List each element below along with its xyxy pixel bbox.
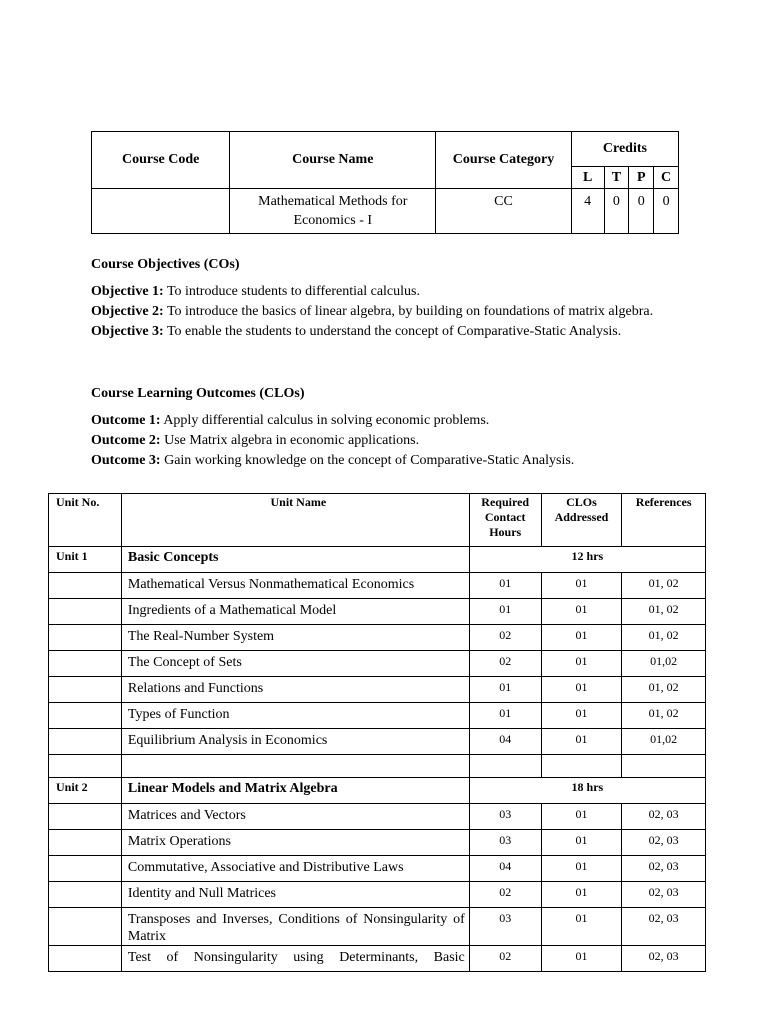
topic-hours: 01 [469, 677, 541, 703]
topic-clos: 01 [541, 625, 622, 651]
topic-refs: 01, 02 [622, 573, 706, 599]
objective-1-text: To introduce students to differential calculus. [163, 284, 420, 299]
topic-refs: 02, 03 [622, 946, 706, 972]
table-row [49, 729, 706, 755]
topic-clos: 01 [541, 856, 622, 882]
topic-clos: 01 [541, 703, 622, 729]
topic-clos: 01 [541, 651, 622, 677]
topic-hours: 01 [469, 599, 541, 625]
topic-name: Test of Nonsingularity using Determinants, Basic [121, 946, 469, 972]
topic-hours: 01 [469, 703, 541, 729]
table-row [49, 946, 706, 972]
topic-clos: 01 [541, 573, 622, 599]
topic-hours: 02 [469, 651, 541, 677]
table-row [49, 882, 706, 908]
outcome-3-label: Outcome 3: [91, 453, 161, 468]
course-category-header: Course Category [436, 132, 572, 189]
course-category-value: CC [436, 189, 572, 234]
credit-p-header: P [629, 167, 654, 189]
topic-name: Mathematical Versus Nonmathematical Economics [121, 573, 469, 599]
table-row [49, 703, 706, 729]
outcome-3-text: Gain working knowledge on the concept of Comparative-Static Analysis. [160, 453, 575, 468]
topic-refs: 02, 03 [622, 830, 706, 856]
topic-name: Ingredients of a Mathematical Model [121, 599, 469, 625]
unit-name-header: Unit Name [121, 494, 469, 547]
blank-row [49, 755, 706, 778]
unit-title: Linear Models and Matrix Algebra [121, 778, 469, 804]
topic-name: The Concept of Sets [121, 651, 469, 677]
topic-clos: 01 [541, 599, 622, 625]
course-code-header: Course Code [92, 132, 230, 189]
topic-name: Identity and Null Matrices [121, 882, 469, 908]
topic-clos: 01 [541, 908, 622, 946]
topic-refs: 01,02 [622, 651, 706, 677]
topic-name: Transposes and Inverses, Conditions of Nonsingularity of Matrix [121, 908, 469, 946]
topic-hours: 02 [469, 882, 541, 908]
topic-hours: 04 [469, 729, 541, 755]
table-row [49, 856, 706, 882]
credit-c-value: 0 [654, 189, 679, 234]
topic-clos: 01 [541, 804, 622, 830]
objective-3 [91, 322, 677, 342]
course-name-value: Mathematical Methods for Economics - I [230, 189, 436, 234]
topic-name: Types of Function [121, 703, 469, 729]
topic-name: The Real-Number System [121, 625, 469, 651]
outcomes-title: Course Learning Outcomes (CLOs) [91, 386, 305, 401]
topic-name: Matrix Operations [121, 830, 469, 856]
topic-refs: 02, 03 [622, 856, 706, 882]
unit-row [49, 778, 706, 804]
outcome-1-label: Outcome 1: [91, 413, 161, 428]
credit-l-header: L [571, 167, 604, 189]
unit-number: Unit 1 [49, 547, 122, 573]
topic-clos: 01 [541, 882, 622, 908]
unit-hours: 18 hrs [469, 778, 705, 804]
topic-refs: 01, 02 [622, 599, 706, 625]
hours-header: Required Contact Hours [469, 494, 541, 547]
objective-3-text: To enable the students to understand the concept of Comparative-Static Analysis. [163, 324, 622, 339]
credits-header: Credits [571, 132, 678, 167]
objective-1 [91, 282, 677, 302]
outcome-1 [91, 411, 677, 431]
topic-hours: 02 [469, 946, 541, 972]
objective-2-label: Objective 2: [91, 304, 164, 319]
course-code-value [92, 189, 230, 234]
objective-2 [91, 302, 677, 322]
topic-name: Relations and Functions [121, 677, 469, 703]
table-row [49, 599, 706, 625]
course-name-header: Course Name [230, 132, 436, 189]
table-row [49, 651, 706, 677]
topic-clos: 01 [541, 729, 622, 755]
topic-refs: 01,02 [622, 729, 706, 755]
outcomes-section [91, 384, 677, 471]
topic-clos: 01 [541, 946, 622, 972]
credit-t-value: 0 [604, 189, 629, 234]
topic-hours: 03 [469, 830, 541, 856]
topic-refs: 01, 02 [622, 703, 706, 729]
unit-title: Basic Concepts [121, 547, 469, 573]
clos-header: CLOs Addressed [541, 494, 622, 547]
unit-number: Unit 2 [49, 778, 122, 804]
table-row [49, 804, 706, 830]
topic-name: Matrices and Vectors [121, 804, 469, 830]
outcome-2 [91, 431, 677, 451]
objective-1-label: Objective 1: [91, 284, 164, 299]
outcome-2-text: Use Matrix algebra in economic applications. [160, 433, 420, 448]
references-header: References [622, 494, 706, 547]
topic-name: Equilibrium Analysis in Economics [121, 729, 469, 755]
table-row [49, 908, 706, 946]
topic-refs: 01, 02 [622, 677, 706, 703]
topic-refs: 02, 03 [622, 882, 706, 908]
unit-no-header: Unit No. [49, 494, 122, 547]
topic-refs: 02, 03 [622, 908, 706, 946]
table-row [49, 830, 706, 856]
topic-refs: 02, 03 [622, 804, 706, 830]
objective-2-text: To introduce the basics of linear algebra, by building on foundations of matrix algebra. [163, 304, 654, 319]
credit-p-value: 0 [629, 189, 654, 234]
units-table [48, 493, 706, 972]
credit-t-header: T [604, 167, 629, 189]
outcome-3 [91, 451, 677, 471]
topic-name: Commutative, Associative and Distributive Laws [121, 856, 469, 882]
outcome-2-label: Outcome 2: [91, 433, 161, 448]
table-row [49, 625, 706, 651]
topic-hours: 04 [469, 856, 541, 882]
table-row [49, 573, 706, 599]
objective-3-label: Objective 3: [91, 324, 164, 339]
topic-clos: 01 [541, 830, 622, 856]
credit-l-value: 4 [571, 189, 604, 234]
topic-hours: 01 [469, 573, 541, 599]
objectives-title: Course Objectives (COs) [91, 257, 240, 272]
topic-refs: 01, 02 [622, 625, 706, 651]
table-row [49, 677, 706, 703]
credit-c-header: C [654, 167, 679, 189]
unit-row [49, 547, 706, 573]
topic-hours: 03 [469, 908, 541, 946]
course-info-table [91, 131, 679, 234]
units-table-header [49, 494, 706, 547]
topic-hours: 03 [469, 804, 541, 830]
topic-clos: 01 [541, 677, 622, 703]
objectives-section [91, 255, 677, 342]
outcome-1-text: Apply differential calculus in solving economic problems. [160, 413, 490, 428]
unit-hours: 12 hrs [469, 547, 705, 573]
topic-hours: 02 [469, 625, 541, 651]
